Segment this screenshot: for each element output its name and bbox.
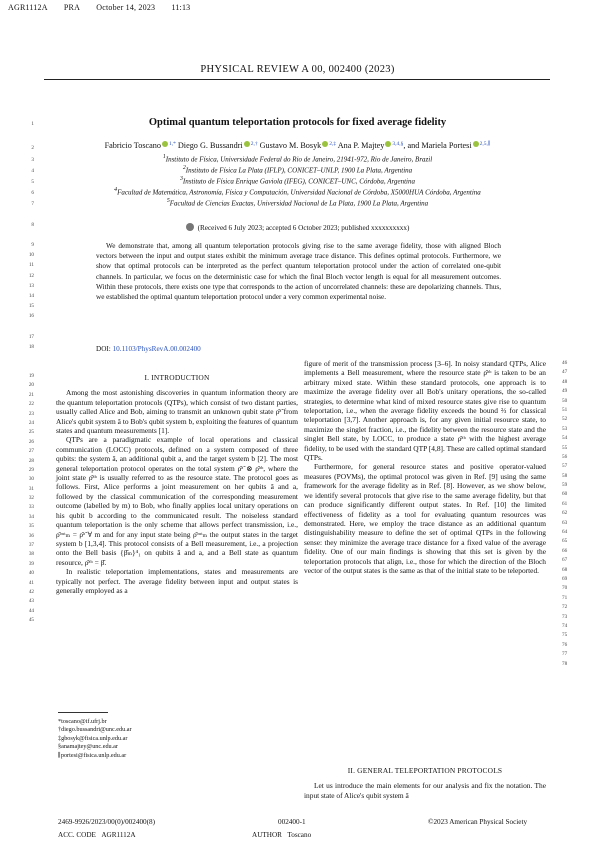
footnote-email[interactable]: ‡gbosyk@fisica.unlp.edu.ar (58, 734, 128, 742)
line-number: 53 (562, 425, 568, 432)
footnote-rule (58, 712, 108, 713)
line-number: 64 (562, 529, 568, 536)
line-number: 27 (28, 448, 34, 455)
paragraph: In realistic teleportation implementations, states and measurements are typically not perfect. The average fidelity between input and output states is generally employed as a (56, 567, 298, 595)
orcid-icon[interactable] (322, 141, 328, 147)
header-time: 11:13 (171, 3, 191, 12)
line-number: 36 (28, 532, 34, 539)
running-header (8, 3, 204, 12)
line-number: 19 (28, 373, 34, 379)
line-number: 78 (562, 660, 568, 667)
author: Diego G. Bussandri $^{2,\dagger}$ (177, 141, 258, 150)
paragraph: figure of merit of the transmission process [3–6]. In noisy standard QTPs, Alice implements a Bell measurement, where the resource state ρ̂ᵃᵇ is taken to be an arbitrary mixed state. Within these standard protocols, one approach is to maximize the average fidelity over all Bob's unitary operations, the so-called strategies, to determine what kind of mixed resource states give rise to quantum teleportation, i.e., when the average fidelity exceeds the bound ⅔ for classical teleportation [3,7]. Another approach is, for any given initial resource state, to maximize the singlet fraction, i.e., the fidelity between the resource state and the singlet Bell state, by LOCC, to produce a state ρ̂ᵃᵇ with the highest average fidelity, to be used with the standard QTP [4,8]. These are called optimal standard QTPs. (304, 359, 546, 463)
line-number: 23 (28, 410, 34, 417)
line-number: 40 (28, 570, 34, 577)
footnotes (58, 718, 132, 760)
line-number: 73 (562, 613, 568, 620)
orcid-icon[interactable] (385, 141, 391, 147)
line-number: 56 (562, 453, 568, 460)
line-number: 47 (562, 369, 568, 376)
line-number: 77 (562, 651, 568, 658)
line-numbers-top: 1 2 3 4 5 6 7 8 9 10 11 12 13 14 15 16 17 18 (28, 121, 34, 350)
section-heading: II. GENERAL TELEPORTATION PROTOCOLS (347, 766, 503, 775)
footer-issn: 2469-9926/2023/00(0)/002400(8) (58, 818, 156, 826)
journal-abbrev: PRA (63, 3, 81, 12)
doi-link[interactable]: 10.1103/PhysRevA.00.002400 (112, 345, 201, 353)
section-2 (304, 766, 546, 800)
line-number: 22 (28, 401, 34, 408)
line-number: 20 (28, 382, 34, 389)
line-number: 57 (562, 463, 568, 470)
author-list: Fabricio Toscano $^{1,*}$ Diego G. Bussandri $^{2,\dagger}$ Gustavo M. Bosyk $^{2,\ddagger}$ Ana P. Majtey $^{3,4,\S}$, and Mariela Portesi $^{2,5,\parallel}$ (104, 141, 491, 150)
footer-acc-code: ACC. CODE AGR1112A (58, 831, 136, 839)
line-number: 46 (562, 360, 568, 366)
paragraph: QTPs are a paradigmatic example of local operations and classical communication (LOCC) protocols, defined on a system composed of three qubits: the system ã, an additional qubit a, and the target system b [2]. The most general teleportation protocol operates on the total system ρ̂ᵃ̃ ⊗ ρ̂ᵃᵇ, where the joint state ρ̂ᵃᵇ is usually referred to as the resource state. The protocol goes as follows. First, Alice performs a joint measurement on her qubits ã and a, followed by the classical communication of the corresponding measurement outcome (labelled by m) to Bob, who finally applies local unitary operations on his qubit b according to the communicated result. The noiseless standard quantum teleportation is the only scheme that allows perfect transmission, i.e., ρ̂ᵒᵘᵗₘ = ρ̂ᵃ̃ ∀ m and for any input state being ρ̂ᵒᵘᵗₘ the output states in the target system b [1,3,4]. This protocol consists of a Bell measurement, i.e., a projection onto the Bell basis {β̂ₘ}⁴₁ on qubits ã and a, and a Bell state as quantum resource, ρ̂ᵃᵇ = β̂. (56, 435, 298, 567)
line-number: 39 (28, 560, 34, 567)
section-heading: I. INTRODUCTION (144, 373, 210, 382)
footer-page: 002400-1 (278, 818, 306, 826)
paragraph: Among the most astonishing discoveries in quantum information theory are the quantum teleportation protocols (QTPs), which consist of two distant parties, usually called Alice and Bob, aiming to transmit an unknown qubit state ρ̂ᵃ̃ from Alice's qubit system ã to Bob's qubit system b, exploiting the features of quantum states and quantum measurements [1]. (56, 388, 298, 436)
affiliation: $^3$Instituto de Física Enrique Gaviola (IFEG), CONICET–UNC, Córdoba, Argentina (179, 176, 415, 186)
affiliation: $^2$Instituto de Física La Plata (IFLP), CONICET–UNLP, 1900 La Plata, Argentina (182, 165, 413, 175)
line-number: 33 (28, 504, 34, 511)
header-rule (44, 79, 550, 80)
line-number: 37 (28, 542, 34, 549)
line-number: 71 (562, 594, 568, 601)
received-dates: (Received 6 July 2023; accepted 6 October 2023; published xxxxxxxxxx) (0, 223, 595, 232)
line-numbers-right (562, 359, 574, 669)
line-number: 34 (28, 513, 34, 520)
line-number: 72 (562, 604, 568, 611)
footer-copyright: ©2023 American Physical Society (428, 818, 528, 826)
author: Fabricio Toscano $^{1,*}$ (104, 141, 176, 150)
author: Gustavo M. Bosyk $^{2,\ddagger}$ (259, 141, 337, 150)
line-number: 32 (28, 495, 34, 502)
header-date: October 14, 2023 (96, 3, 156, 12)
line-number: 55 (562, 444, 568, 451)
line-number: 66 (562, 547, 568, 554)
line-number: 63 (562, 519, 568, 526)
line-number: 60 (562, 491, 568, 498)
line-number: 42 (28, 588, 34, 595)
line-number: 69 (562, 575, 568, 582)
affiliation: $^4$Facultad de Matemática, Astronomía, Física y Computación, Universidad Nacional de Córdoba, X5000HUA Córdoba, Argentina (114, 187, 481, 197)
line-number: 74 (562, 622, 568, 629)
line-numbers-left (22, 372, 34, 626)
orcid-icon[interactable] (244, 141, 250, 147)
line-number: 35 (28, 523, 34, 530)
right-column (304, 359, 546, 575)
line-number: 28 (28, 457, 34, 464)
line-number: 29 (28, 466, 34, 473)
footer-author: AUTHOR Toscano (252, 831, 312, 839)
orcid-icon[interactable] (162, 141, 168, 147)
author: Ana P. Majtey $^{3,4,\S}$, (337, 141, 406, 150)
abstract: We demonstrate that, among all quantum teleportation protocols giving rise to the same average fidelity, those with aligned Bloch vectors between the input and output states exhibit the minimum average trace distance. This defines optimal protocols. Furthermore, we show that optimal protocols can be interpreted as the perfect quantum teleportation protocol under the action of correlated one-qubit channels. In particular, we focus on the deterministic case for which the final Bloch vector length is equal for all measurement outcomes. Within these protocols, there exists one type that corresponds to the action of uncorrelated channels: these are depolarizing channels. Thus, we established the optimal quantum teleportation protocol under a very common experimental noise. (96, 242, 501, 302)
line-number: 26 (28, 438, 34, 445)
line-number: 65 (562, 538, 568, 545)
crossmark-icon[interactable] (186, 223, 194, 231)
line-number: 31 (28, 485, 34, 492)
line-number: 30 (28, 476, 34, 483)
line-number: 21 (28, 391, 34, 398)
line-number: 25 (28, 429, 34, 436)
line-number: 43 (28, 598, 34, 605)
footnote-email[interactable]: †diego.bussandri@unc.edu.ar (58, 726, 132, 734)
line-number: 50 (562, 397, 568, 404)
line-number: 54 (562, 435, 568, 442)
affiliation: $^1$Instituto de Física, Universidade Federal do Rio de Janeiro, 21941-972, Rio de Janeiro, Brazil (162, 154, 433, 164)
line-number: 24 (28, 419, 34, 426)
line-number: 58 (562, 472, 568, 479)
doi-line: DOI: 10.1103/PhysRevA.00.002400 (96, 345, 201, 353)
line-number: 48 (562, 378, 568, 385)
manuscript-code: AGR1112A (8, 3, 48, 12)
footnote-email[interactable]: §anamajtey@unc.edu.ar (58, 743, 118, 751)
line-number: 59 (562, 482, 568, 489)
affiliation: $^5$Facultad de Ciencias Exactas, Universidad Nacional de La Plata, 1900 La Plata, Argentina (166, 198, 429, 208)
line-number: 45 (28, 617, 34, 624)
paragraph: Furthermore, for general resource states and positive operator-valued measures (POVMs), the optimal protocol was given in Ref. [9] using the same framework for the average fidelity as in Ref. [8]. However, as we show below, we identify several protocols that give rise to the same average fidelity, but that can produce significantly different output states. In Ref. [10] the limited effectiveness of fidelity as a tool for evaluating quantum resources was demonstrated. Here, we employ the trace distance as an additional quantum distinguishability measure to define the set of optimal QTPs in the following sense: they minimize the average trace distance for a fixed value of the average fidelity. One of our main findings is showing that this set is given by the teleportation protocols that align, i.e., those for which the direction of the Bloch vector of the output states is the same as that of the initial state to be teleported. (304, 462, 546, 575)
footnote-email[interactable]: ∥portesi@fisica.unlp.edu.ar (58, 751, 127, 759)
paper-title: Optimal quantum teleportation protocols for fixed average fidelity (148, 117, 447, 128)
line-number: 76 (562, 641, 568, 648)
journal-line: PHYSICAL REVIEW A 00, 002400 (2023) (200, 64, 395, 75)
paragraph: Let us introduce the main elements for our analysis and fix the notation. The input state of Alice's qubit system ã (304, 781, 546, 800)
line-number: 51 (562, 406, 568, 413)
line-number: 38 (28, 551, 34, 558)
line-number: 75 (562, 632, 568, 639)
line-number: 49 (562, 388, 568, 395)
author: Mariela Portesi $^{2,5,\parallel}$ (421, 141, 491, 150)
orcid-icon[interactable] (473, 141, 479, 147)
line-number: 62 (562, 510, 568, 517)
line-number: 44 (28, 607, 34, 614)
footnote-email[interactable]: *toscano@if.ufrj.br (58, 718, 107, 725)
line-number: 41 (28, 579, 34, 586)
line-number: 67 (562, 557, 568, 564)
line-number: 68 (562, 566, 568, 573)
line-number: 52 (562, 416, 568, 423)
line-number: 61 (562, 500, 568, 507)
left-column (56, 373, 298, 595)
line-number: 70 (562, 585, 568, 592)
